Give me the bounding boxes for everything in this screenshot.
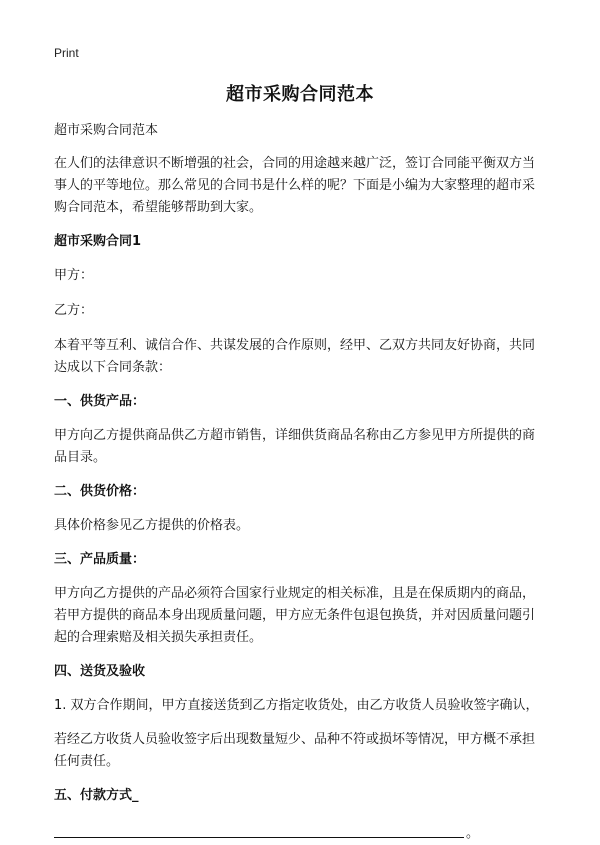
section4-item1: 1. 双方合作期间，甲方直接送货到乙方指定收货处，由乙方收货人员验收签字确认， bbox=[54, 698, 539, 713]
section1-text: 甲方向乙方提供商品供乙方超市销售，详细供货商品名称由乙方参见甲方所提供的商品目录。 bbox=[54, 428, 536, 465]
party-b-line: 乙方： bbox=[54, 303, 94, 318]
contract-heading: 超市采购合同1 bbox=[54, 234, 142, 249]
section4-text: 若经乙方收货人员验收签字后出现数量短少、品种不符或损坏等情况，甲方概不承担任何责任。 bbox=[54, 732, 536, 769]
party-a-line: 甲方： bbox=[54, 268, 94, 283]
blank-fill-line bbox=[54, 821, 546, 845]
section4-heading: 四、送货及验收 bbox=[54, 664, 146, 679]
page-title: 超市采购合同范本 bbox=[226, 84, 374, 105]
preamble-paragraph: 本着平等互利、诚信合作、共谋发展的合作原则，经甲、乙双方共同友好协商，共同达成以下合同条款： bbox=[54, 338, 536, 375]
document-body bbox=[54, 120, 546, 845]
line-end-mark: 。 bbox=[466, 826, 480, 841]
section3-heading: 三、产品质量： bbox=[54, 552, 146, 567]
section5-heading: 五、付款方式_ bbox=[54, 788, 139, 803]
print-label: Print bbox=[54, 46, 79, 60]
document-subtitle: 超市采购合同范本 bbox=[54, 123, 159, 138]
section2-text: 具体价格参见乙方提供的价格表。 bbox=[54, 518, 250, 533]
section2-heading: 二、供货价格： bbox=[54, 484, 146, 499]
intro-paragraph: 在人们的法律意识不断增强的社会，合同的用途越来越广泛，签订合同能平衡双方当事人的平等地位。那么常见的合同书是什么样的呢？下面是小编为大家整理的超市采购合同范本，希望能够帮助到大家。 bbox=[54, 156, 536, 215]
section3-text: 甲方向乙方提供的产品必须符合国家行业规定的相关标准，且是在保质期内的商品，若甲方提供的商品本身出现质量问题，甲方应无条件包退包换货，并对因质量问题引起的合理索赔及相关损失承担责任。 bbox=[54, 586, 536, 645]
section1-heading: 一、供货产品： bbox=[54, 394, 146, 409]
underline-rule bbox=[54, 837, 464, 838]
